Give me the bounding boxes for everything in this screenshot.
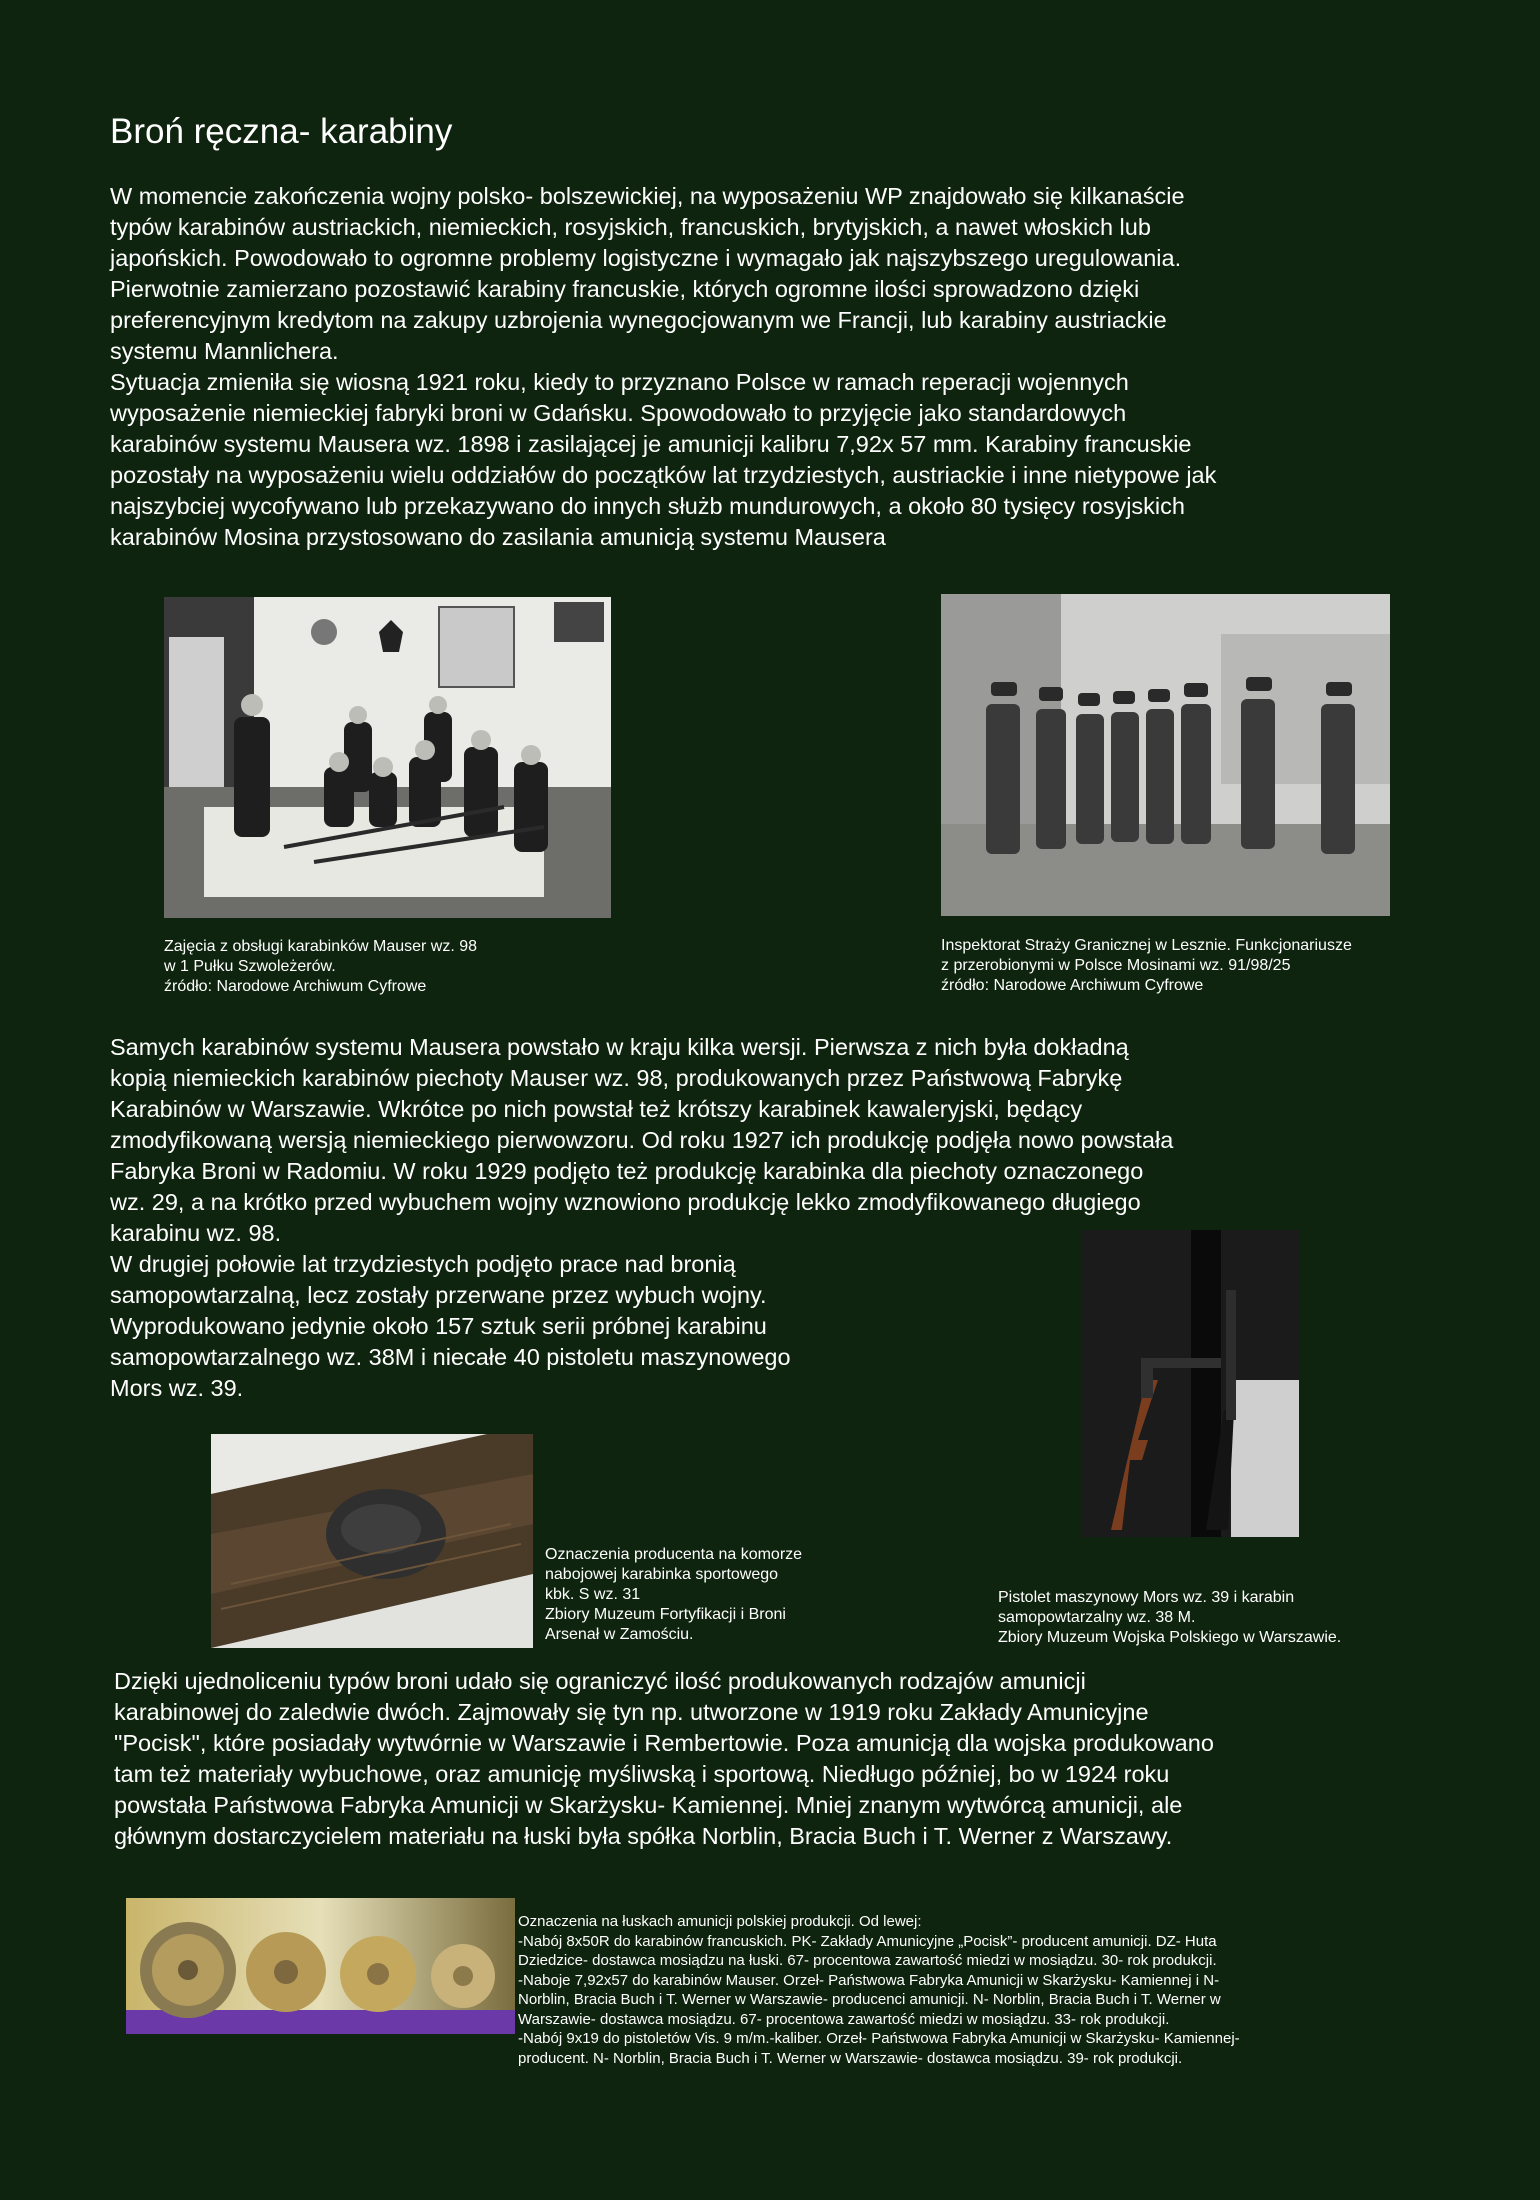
classroom-photo-image [164, 597, 611, 918]
photo-cartridges [126, 1898, 515, 2034]
intro-paragraph-2: Sytuacja zmieniła się wiosną 1921 roku, kiedy to przyznano Polsce w ramach reperacji wojennych wyposażenie niemieckiej fabryki broni w Gdańsku. Spowodowało to przyjęcie jako standardowych karabinów systemu Mausera wz. 1898 i zasilającej je amunicji kalibru 7,92x 57 mm. Karabiny francuskie pozostały na wyposażeniu wielu oddziałów do początków lat trzydziestych, austriackie i inne nietypowe jak najszybciej wycofywano lub przekazywano do innych służb mundurowych, a około 80 tysięcy rosyjskich karabinów Mosina przystosowano do zasilania amunicją systemu Mausera [110, 369, 1217, 550]
photo-mors-rifle-caption: Pistolet maszynowy Mors wz. 39 i karabin samopowtarzalny wz. 38 M. Zbiory Muzeum Wojska Polskiego w Warszawie. [998, 1589, 1342, 1646]
mors-rifle-photo-image [1081, 1230, 1299, 1537]
border-guard-photo-image [941, 594, 1390, 916]
photo-cartridges-caption: Oznaczenia na łuskach amunicji polskiej produkcji. Od lewej: -Nabój 8x50R do karabinów francuskich. PK- Zakłady Amunicyjne „Pocisk”- producent amunicji. DZ- Huta Dziedzice- dostawca mosiądzu na łuski. 67- procentowa zawartość miedzi w mosiądzu. 30- rok produkcji. -Naboje 7,92x57 do karabinów Mauser. Orzeł- Państwowa Fabryka Amunicji w Skarżysku- Kamiennej i N- Norblin, Bracia Buch i T. Werner w Warszawie- producenci amunicji. N- Norblin, Bracia Buch i T. Werner w Warszawie- dostawca mosiądzu. 67- procentowa zawartość miedzi w mosiądzu. 33- rok produkcji. -Nabój 9x19 do pistoletów Vis. 9 m/m.-kaliber. Orzeł- Państwowa Fabryka Amunicji w Skarżysku- Kamiennej- producent. N- Norblin, Bracia Buch i T. Werner w Warszawie- dostawca mosiądzu. 39- rok produkcji. [518, 1913, 1240, 2067]
photo-classroom-caption: Zajęcia z obsługi karabinków Mauser wz. 98 w 1 Pułku Szwoleżerów. źródło: Narodowe Archiwum Cyfrowe [164, 938, 478, 995]
photo-mors-rifle [1081, 1230, 1299, 1537]
middle-paragraph-2: W drugiej połowie lat trzydziestych podjęto prace nad bronią samopowtarzalną, lecz zostały przerwane przez wybuch wojny. Wyprodukowano jedynie około 157 sztuk serii próbnej karabinu samopowtarzalnego wz. 38M i niecałe 40 pistoletu maszynowego Mors wz. 39. [110, 1251, 791, 1401]
photo-chamber-markings [211, 1434, 533, 1648]
ammo-paragraph: Dzięki ujednoliceniu typów broni udało się ograniczyć ilość produkowanych rodzajów amunicji karabinowej do zaledwie dwóch. Zajmowały się tyn np. utworzone w 1919 roku Zakłady Amunicyjne "Pocisk", które posiadały wytwórnie w Warszawie i Rembertowie. Poza amunicją dla wojska produkowano tam też materiały wybuchowe, oraz amunicję myśliwską i sportową. Niedługo później, bo w 1924 roku powstała Państwowa Fabryka Amunicji w Skarżysku- Kamiennej. Mniej znanym wytwórcą amunicji, ale głównym dostarczycielem materiału na łuski była spółka Norblin, Bracia Buch i T. Werner z Warszawy. [114, 1668, 1214, 1849]
photo-border-guard-caption: Inspektorat Straży Granicznej w Lesznie. Funkcjonariusze z przerobionymi w Polsce Mosinami wz. 91/98/25 źródło: Narodowe Archiwum Cyfrowe [941, 937, 1352, 994]
chamber-markings-photo-image [211, 1434, 533, 1648]
page-title: Broń ręczna- karabiny [110, 112, 453, 151]
intro-text [110, 181, 1440, 553]
photo-classroom [164, 597, 611, 918]
intro-paragraph-1: W momencie zakończenia wojny polsko- bolszewickiej, na wyposażeniu WP znajdowało się kilkanaście typów karabinów austriackich, niemieckich, rosyjskich, francuskich, brytyjskich, a nawet włoskich lub japońskich. Powodowało to ogromne problemy logistyczne i wymagało jak najszybszego uregulowania. Pierwotnie zamierzano pozostawić karabiny francuskie, których ogromne ilości sprowadzono dzięki preferencyjnym kredytom na zakupy uzbrojenia wynegocjowanym we Francji, lub karabiny austriackie systemu Mannlichera. [110, 183, 1185, 364]
photo-border-guard [941, 594, 1390, 916]
middle-paragraph-1: Samych karabinów systemu Mausera powstało w kraju kilka wersji. Pierwsza z nich była dokładną kopią niemieckich karabinów piechoty Mauser wz. 98, produkowanych przez Państwową Fabrykę Karabinów w Warszawie. Wkrótce po nich powstał też krótszy karabinek kawaleryjski, będący zmodyfikowaną wersją niemieckiego pierwowzoru. Od roku 1927 ich produkcję podjęła nowo powstała Fabryka Broni w Radomiu. W roku 1929 podjęto też produkcję karabinka dla piechoty oznaczonego wz. 29, a na krótko przed wybuchem wojny wznowiono produkcję lekko zmodyfikowanego długiego karabinu wz. 98. [110, 1034, 1174, 1246]
photo-chamber-markings-caption: Oznaczenia producenta na komorze nabojowej karabinka sportowego kbk. S wz. 31 Zbiory Muzeum Fortyfikacji i Broni Arsenał w Zamościu. [545, 1546, 803, 1643]
cartridges-photo-image [126, 1898, 515, 2034]
